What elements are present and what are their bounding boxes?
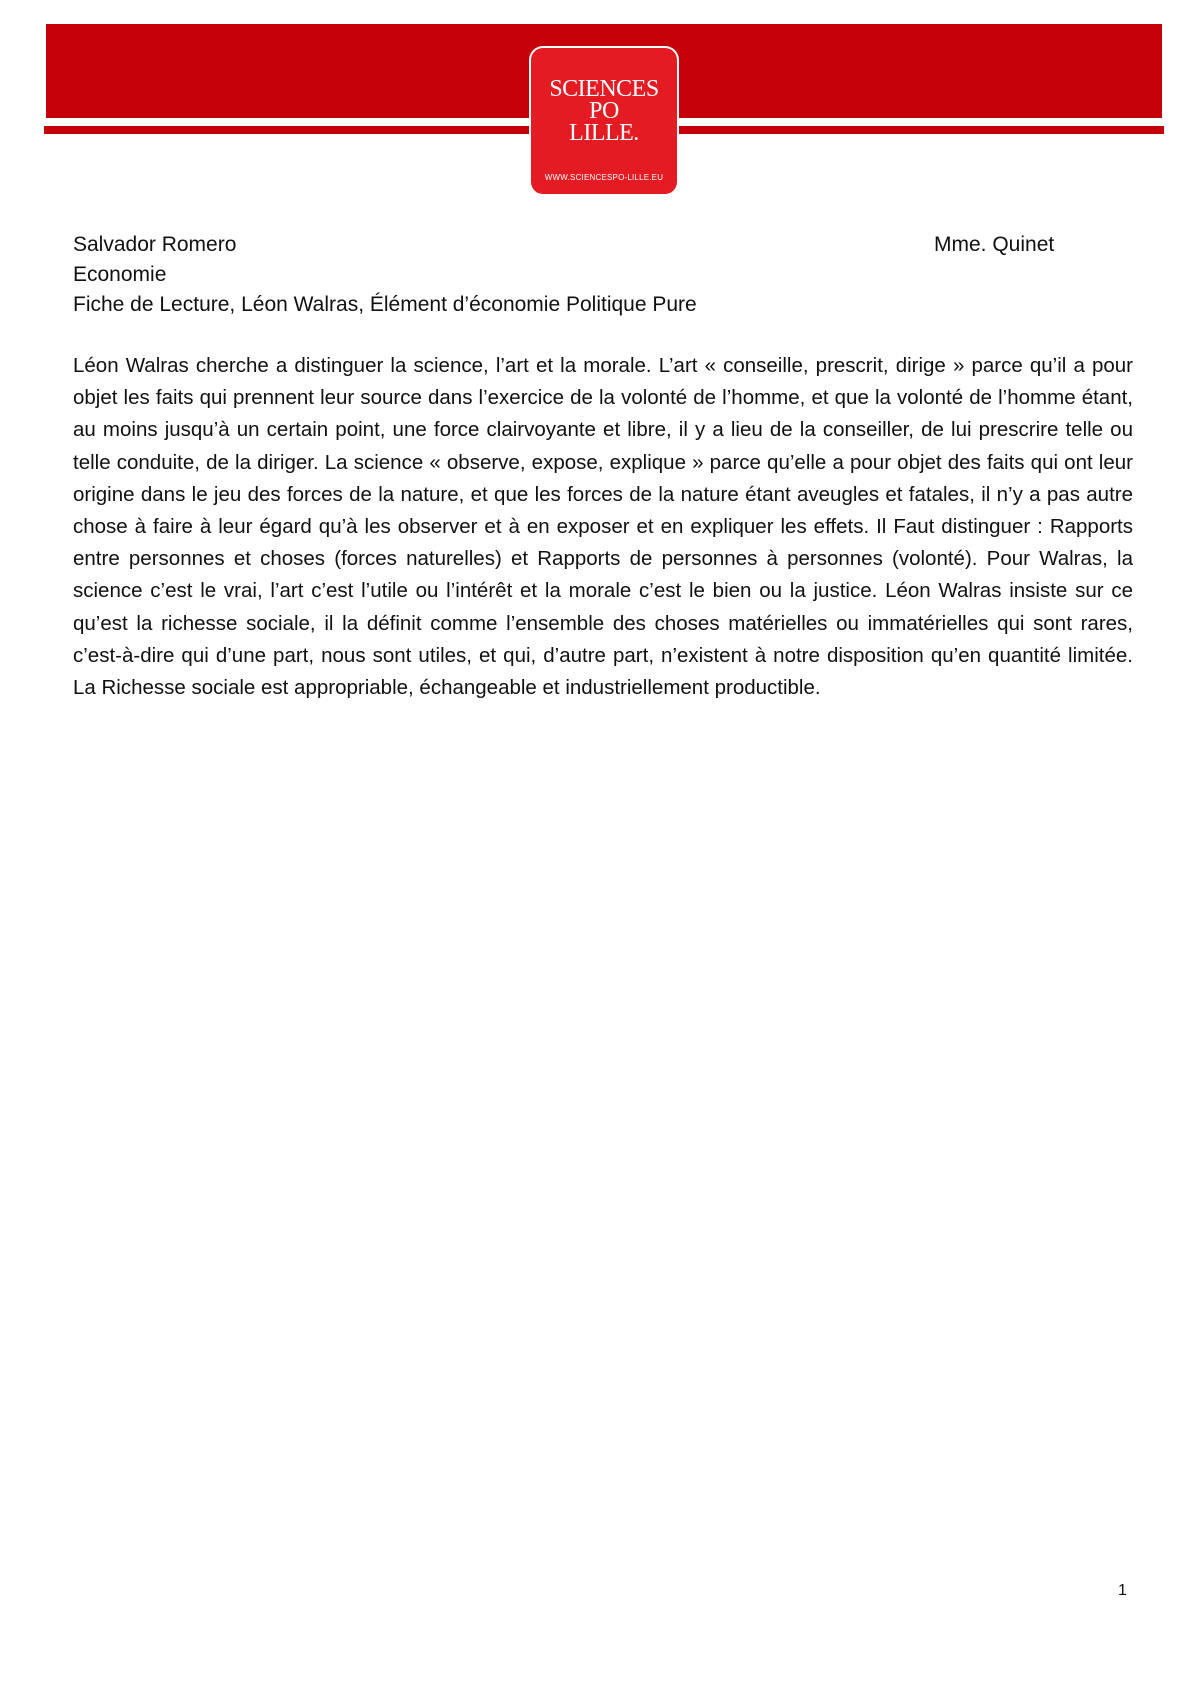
body-paragraph: Léon Walras cherche a distinguer la science, l’art et la morale. L’art « conseille, prescrit, dirige » parce qu’il a pour objet les faits qui prennent leur source dans l’exercice de la volonté de l’homme, et que la volonté de l’homme étant, au moins jusqu’à un certain point, une force clairvoyante et libre, il y a lieu de la conseiller, de lui prescrire telle ou telle conduite, de la diriger. La science « observe, expose, explique » parce qu’elle a pour objet des faits qui ont leur origine dans le jeu des forces de la nature, et que les forces de la nature étant aveugles et fatales, il n’y a pas autre chose à faire à leur égard qu’à les observer et à en exposer et en expliquer les effets. Il Faut distinguer : Rapports entre personnes et choses (forces naturelles) et Rapports de personnes à personnes (volonté). Pour Walras, la science c’est le vrai, l’art c’est l’utile ou l’intérêt et la morale c’est le bien ou la justice. Léon Walras insiste sur ce qu’est la richesse sociale, il la définit comme l’ensemble des choses matérielles ou immatérielles qui sont rares, c’est-à-dire qui d’une part, nous sont utiles, et qui, d’autre part, n’existent à notre disposition qu’en quantité limitée. La Richesse sociale est appropriable, échangeable et industriellement productible. — [73, 354, 1133, 700]
logo-url: WWW.SCIENCESPO-LILLE.EU — [544, 173, 664, 182]
author-name: Salvador Romero — [73, 233, 237, 256]
teacher-name: Mme. Quinet — [934, 233, 1055, 256]
logo-line-3: LILLE. — [569, 120, 639, 146]
logo-line-1: SCIENCES — [549, 76, 659, 102]
document-meta — [73, 230, 1068, 320]
page-number: 1 — [1118, 1582, 1127, 1599]
document-title: Fiche de Lecture, Léon Walras, Élément d’économie Politique Pure — [73, 293, 697, 316]
logo-line-2: PO — [589, 98, 619, 124]
sciences-po-lille-logo — [531, 48, 677, 194]
subject-name: Economie — [73, 263, 167, 286]
